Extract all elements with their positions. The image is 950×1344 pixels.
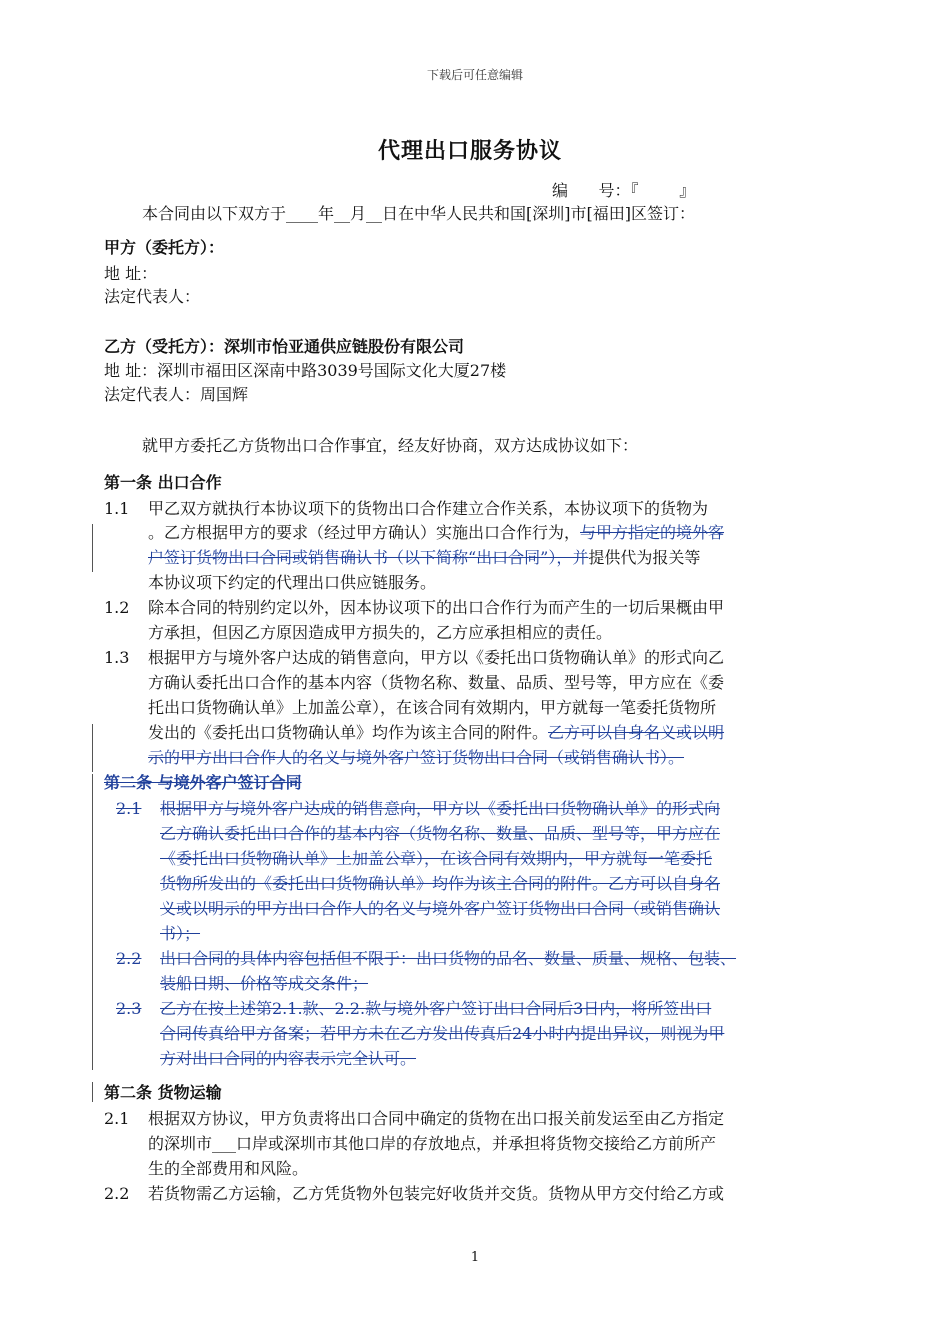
revision-bar bbox=[92, 724, 93, 772]
clause-number: 2.2 bbox=[116, 949, 142, 968]
party-b-address: 地 址：深圳市福田区深南中路3039号国际文化大厦27楼 bbox=[104, 361, 507, 380]
clause-number: 2.2 bbox=[104, 1184, 130, 1203]
clause-number: 1.1 bbox=[104, 499, 130, 518]
revision-bar bbox=[92, 524, 93, 572]
clause-text: 。乙方根据甲方的要求（经过甲方确认）实施出口合作行为， bbox=[148, 523, 581, 542]
clause-text: 托出口货物确认单》上加盖公章），在该合同有效期内，甲方就每一笔委托货物所 bbox=[148, 698, 717, 717]
party-a-heading: 甲方（委托方）： bbox=[104, 238, 225, 257]
deleted-text: 根据甲方与境外客户达成的销售意向，甲方以《委托出口货物确认单》的形式向 bbox=[160, 799, 721, 818]
clause-number: 1.2 bbox=[104, 598, 130, 617]
clause-number: 2.1 bbox=[116, 799, 142, 818]
deleted-text: 户签订货物出口合同或销售确认书（以下简称“出口合同”），并 bbox=[148, 548, 589, 567]
deleted-text: 《委托出口货物确认单》上加盖公章），在该合同有效期内，甲方就每一笔委托 bbox=[160, 849, 713, 868]
deleted-text: 方对出口合同的内容表示完全认可。 bbox=[160, 1049, 417, 1068]
deleted-text: 装船日期、价格等成交条件； bbox=[160, 974, 369, 993]
deleted-text: 出口合同的具体内容包括但不限于：出口货物的品名、数量、质量、规格、包装、 bbox=[160, 949, 737, 968]
party-a-rep: 法定代表人： bbox=[104, 287, 201, 306]
clause-text: 根据甲方与境外客户达成的销售意向，甲方以《委托出口货物确认单》的形式向乙 bbox=[148, 648, 725, 667]
clause-text: 生的全部费用和风险。 bbox=[148, 1159, 309, 1178]
clause-text: 若货物需乙方运输，乙方凭货物外包装完好收货并交货。货物从甲方交付给乙方或 bbox=[148, 1184, 725, 1203]
page-number: 1 bbox=[470, 1250, 480, 1265]
article-2-heading: 第二条 货物运输 bbox=[104, 1083, 222, 1102]
deleted-text: 乙方在按上述第2.1.款、2.2.款与境外客户签订出口合同后3日内，将所签出口 bbox=[160, 999, 712, 1018]
clause-text: 提供代为报关等 bbox=[588, 548, 701, 567]
deleted-text: 示的甲方出口合作人的名义与境外客户签订货物出口合同（或销售确认书）。 bbox=[148, 748, 685, 767]
document-title: 代理出口服务协议 bbox=[377, 138, 562, 164]
clause-text: 根据双方协议，甲方负责将出口合同中确定的货物在出口报关前发运至由乙方指定 bbox=[148, 1109, 725, 1128]
clause-text: 方确认委托出口合作的基本内容（货物名称、数量、品质、型号等，甲方应在《委 bbox=[148, 673, 725, 692]
article-1-heading: 第一条 出口合作 bbox=[104, 473, 222, 492]
clause-number: 1.3 bbox=[104, 648, 130, 667]
clause-text: 除本合同的特别约定以外，因本协议项下的出口合作行为而产生的一切后果概由甲 bbox=[148, 598, 725, 617]
deleted-text: 与甲方指定的境外客 bbox=[580, 523, 725, 542]
intro-line: 本合同由以下双方于____年__月__日在中华人民共和国[深圳]市[福田]区签订： bbox=[142, 204, 695, 223]
deleted-text: 书）； bbox=[160, 924, 201, 943]
revision-bar bbox=[92, 774, 93, 1070]
deleted-text: 乙方确认委托出口合作的基本内容（货物名称、数量、品质、型号等，甲方应在 bbox=[160, 824, 721, 843]
clause-text: 发出的《委托出口货物确认单》均作为该主合同的附件。 bbox=[148, 723, 549, 742]
clause-text: 方承担，但因乙方原因造成甲方损失的，乙方应承担相应的责任。 bbox=[148, 623, 613, 642]
contract-number: 编 号：『 』 bbox=[552, 181, 696, 200]
clause-text: 本协议项下约定的代理出口供应链服务。 bbox=[148, 573, 437, 592]
clause-number: 2.3 bbox=[116, 999, 142, 1018]
deleted-text: 义或以明示的甲方出口合作人的名义与境外客户签订货物出口合同（或销售确认 bbox=[160, 899, 721, 918]
clause-text: 甲乙双方就执行本协议项下的货物出口合作建立合作关系，本协议项下的货物为 bbox=[148, 499, 709, 518]
party-a-address: 地 址： bbox=[104, 264, 158, 283]
deleted-text: 乙方可以自身名义或以明 bbox=[548, 723, 725, 742]
revision-bar bbox=[92, 1082, 93, 1102]
deleted-text: 货物所发出的《委托出口货物确认单》均作为该主合同的附件。乙方可以自身名 bbox=[160, 874, 721, 893]
party-b-rep: 法定代表人：周国辉 bbox=[104, 385, 249, 404]
deleted-article-heading: 第二条 与境外客户签订合同 bbox=[104, 773, 302, 792]
deleted-text: 合同传真给甲方备案；若甲方未在乙方发出传真后24小时内提出异议，则视为甲 bbox=[160, 1024, 725, 1043]
clause-text: 的深圳市___口岸或深圳市其他口岸的存放地点，并承担将货物交接给乙方前所产 bbox=[148, 1134, 717, 1153]
preamble: 就甲方委托乙方货物出口合作事宜，经友好协商，双方达成协议如下： bbox=[142, 436, 639, 455]
party-b-heading: 乙方（受托方）：深圳市怡亚通供应链股份有限公司 bbox=[104, 337, 465, 356]
header-note: 下载后可任意编辑 bbox=[426, 68, 523, 82]
clause-number: 2.1 bbox=[104, 1109, 130, 1128]
